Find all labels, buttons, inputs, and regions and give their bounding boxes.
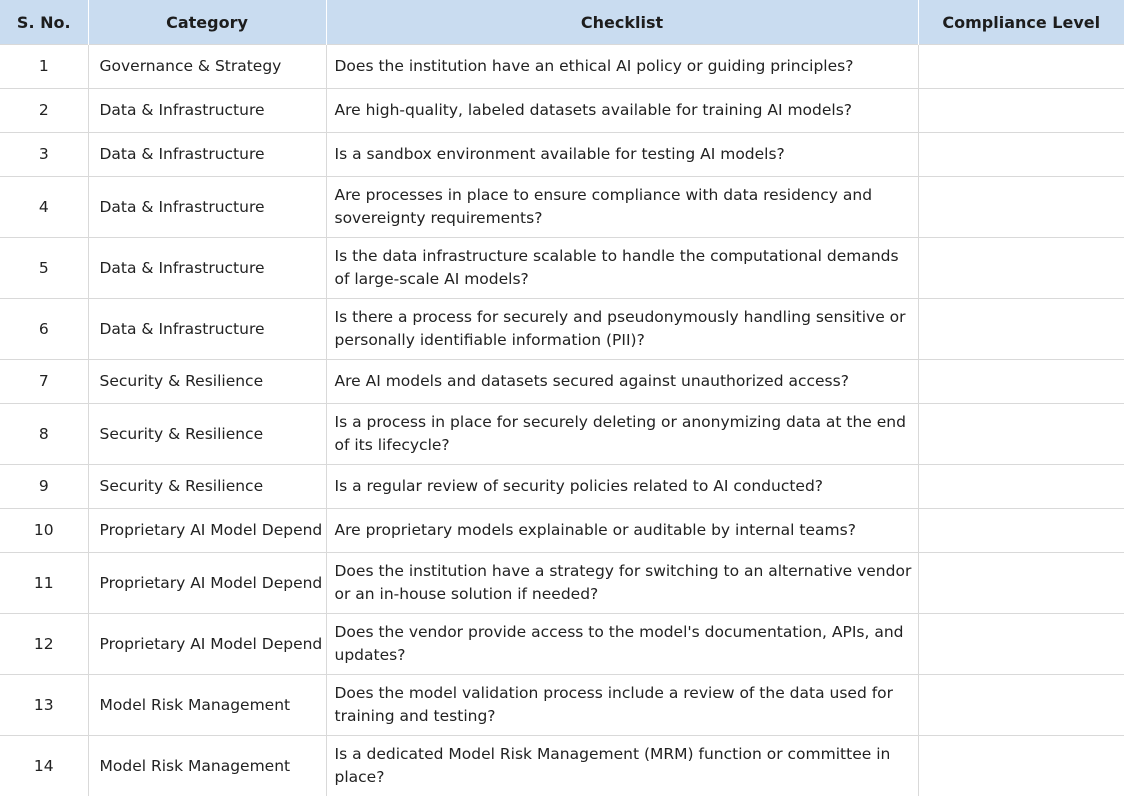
checklist-cell: [326, 360, 918, 404]
category-cell: Model Risk Management: [88, 736, 326, 796]
checklist-text-line: of large-scale AI models?: [335, 268, 912, 291]
checklist-text-line: Are AI models and datasets secured against unauthorized access?: [335, 370, 912, 393]
compliance-level-cell[interactable]: [918, 89, 1124, 133]
table-row: [0, 299, 1124, 360]
serial-number-cell: 1: [0, 45, 88, 89]
serial-number-cell: 7: [0, 360, 88, 404]
category-cell: Governance & Strategy: [88, 45, 326, 89]
serial-number-cell: 4: [0, 177, 88, 238]
table-row: [0, 89, 1124, 133]
serial-number-cell: 6: [0, 299, 88, 360]
table-row: [0, 553, 1124, 614]
serial-number-cell: 8: [0, 404, 88, 465]
checklist-text-line: place?: [335, 766, 912, 789]
compliance-level-cell[interactable]: [918, 238, 1124, 299]
table-row: [0, 614, 1124, 675]
header-sno: S. No.: [0, 0, 88, 45]
category-cell: Data & Infrastructure: [88, 177, 326, 238]
compliance-level-cell[interactable]: [918, 177, 1124, 238]
compliance-level-cell[interactable]: [918, 465, 1124, 509]
checklist-cell: [326, 465, 918, 509]
checklist-text-line: training and testing?: [335, 705, 912, 728]
serial-number-cell: 14: [0, 736, 88, 796]
checklist-text-line: Is a dedicated Model Risk Management (MRM) function or committee in: [335, 743, 912, 766]
header-compliance-level: Compliance Level: [918, 0, 1124, 45]
compliance-level-cell[interactable]: [918, 614, 1124, 675]
header-checklist: Checklist: [326, 0, 918, 45]
compliance-level-cell[interactable]: [918, 553, 1124, 614]
compliance-level-cell[interactable]: [918, 675, 1124, 736]
checklist-text-line: Does the vendor provide access to the model's documentation, APIs, and: [335, 621, 912, 644]
serial-number-cell: 3: [0, 133, 88, 177]
checklist-text-line: or an in-house solution if needed?: [335, 583, 912, 606]
checklist-cell: [326, 553, 918, 614]
checklist-cell: [326, 614, 918, 675]
table-row: [0, 736, 1124, 796]
serial-number-cell: 2: [0, 89, 88, 133]
compliance-level-cell[interactable]: [918, 404, 1124, 465]
checklist-cell: [326, 675, 918, 736]
compliance-level-cell[interactable]: [918, 299, 1124, 360]
checklist-cell: [326, 404, 918, 465]
category-cell: Data & Infrastructure: [88, 133, 326, 177]
checklist-text-line: Does the institution have a strategy for switching to an alternative vendor: [335, 560, 912, 583]
checklist-cell: [326, 45, 918, 89]
category-cell: Data & Infrastructure: [88, 238, 326, 299]
table-row: [0, 238, 1124, 299]
table-row: [0, 465, 1124, 509]
checklist-text-line: Does the institution have an ethical AI policy or guiding principles?: [335, 55, 912, 78]
checklist-text-line: Does the model validation process include a review of the data used for: [335, 682, 912, 705]
table-row: [0, 360, 1124, 404]
checklist-text-line: Are proprietary models explainable or auditable by internal teams?: [335, 519, 912, 542]
checklist-text-line: of its lifecycle?: [335, 434, 912, 457]
checklist-cell: [326, 299, 918, 360]
checklist-cell: [326, 509, 918, 553]
checklist-cell: [326, 736, 918, 796]
compliance-level-cell[interactable]: [918, 133, 1124, 177]
serial-number-cell: 5: [0, 238, 88, 299]
checklist-text-line: personally identifiable information (PII)?: [335, 329, 912, 352]
category-cell: Proprietary AI Model Depend: [88, 509, 326, 553]
table-row: [0, 509, 1124, 553]
category-cell: Proprietary AI Model Depend: [88, 614, 326, 675]
serial-number-cell: 13: [0, 675, 88, 736]
checklist-text-line: Are high-quality, labeled datasets available for training AI models?: [335, 99, 912, 122]
compliance-level-cell[interactable]: [918, 509, 1124, 553]
checklist-text-line: Is the data infrastructure scalable to handle the computational demands: [335, 245, 912, 268]
checklist-text-line: Is there a process for securely and pseudonymously handling sensitive or: [335, 306, 912, 329]
compliance-level-cell[interactable]: [918, 736, 1124, 796]
compliance-level-cell[interactable]: [918, 360, 1124, 404]
serial-number-cell: 11: [0, 553, 88, 614]
checklist-text-line: sovereignty requirements?: [335, 207, 912, 230]
checklist-text-line: updates?: [335, 644, 912, 667]
category-cell: Security & Resilience: [88, 404, 326, 465]
table-body: [0, 45, 1124, 796]
checklist-text-line: Are processes in place to ensure compliance with data residency and: [335, 184, 912, 207]
category-cell: Model Risk Management: [88, 675, 326, 736]
table-row: [0, 45, 1124, 89]
table-row: [0, 133, 1124, 177]
table-row: [0, 404, 1124, 465]
checklist-text-line: Is a process in place for securely deleting or anonymizing data at the end: [335, 411, 912, 434]
serial-number-cell: 10: [0, 509, 88, 553]
header-row: [0, 0, 1124, 45]
checklist-cell: [326, 133, 918, 177]
checklist-cell: [326, 238, 918, 299]
table-row: [0, 177, 1124, 238]
table-row: [0, 675, 1124, 736]
serial-number-cell: 12: [0, 614, 88, 675]
serial-number-cell: 9: [0, 465, 88, 509]
checklist-text-line: Is a sandbox environment available for testing AI models?: [335, 143, 912, 166]
checklist-text-line: Is a regular review of security policies related to AI conducted?: [335, 475, 912, 498]
header-category: Category: [88, 0, 326, 45]
category-cell: Security & Resilience: [88, 360, 326, 404]
table-header: [0, 0, 1124, 45]
category-cell: Data & Infrastructure: [88, 89, 326, 133]
checklist-cell: [326, 177, 918, 238]
compliance-level-cell[interactable]: [918, 45, 1124, 89]
checklist-cell: [326, 89, 918, 133]
category-cell: Security & Resilience: [88, 465, 326, 509]
category-cell: Proprietary AI Model Depend: [88, 553, 326, 614]
category-cell: Data & Infrastructure: [88, 299, 326, 360]
